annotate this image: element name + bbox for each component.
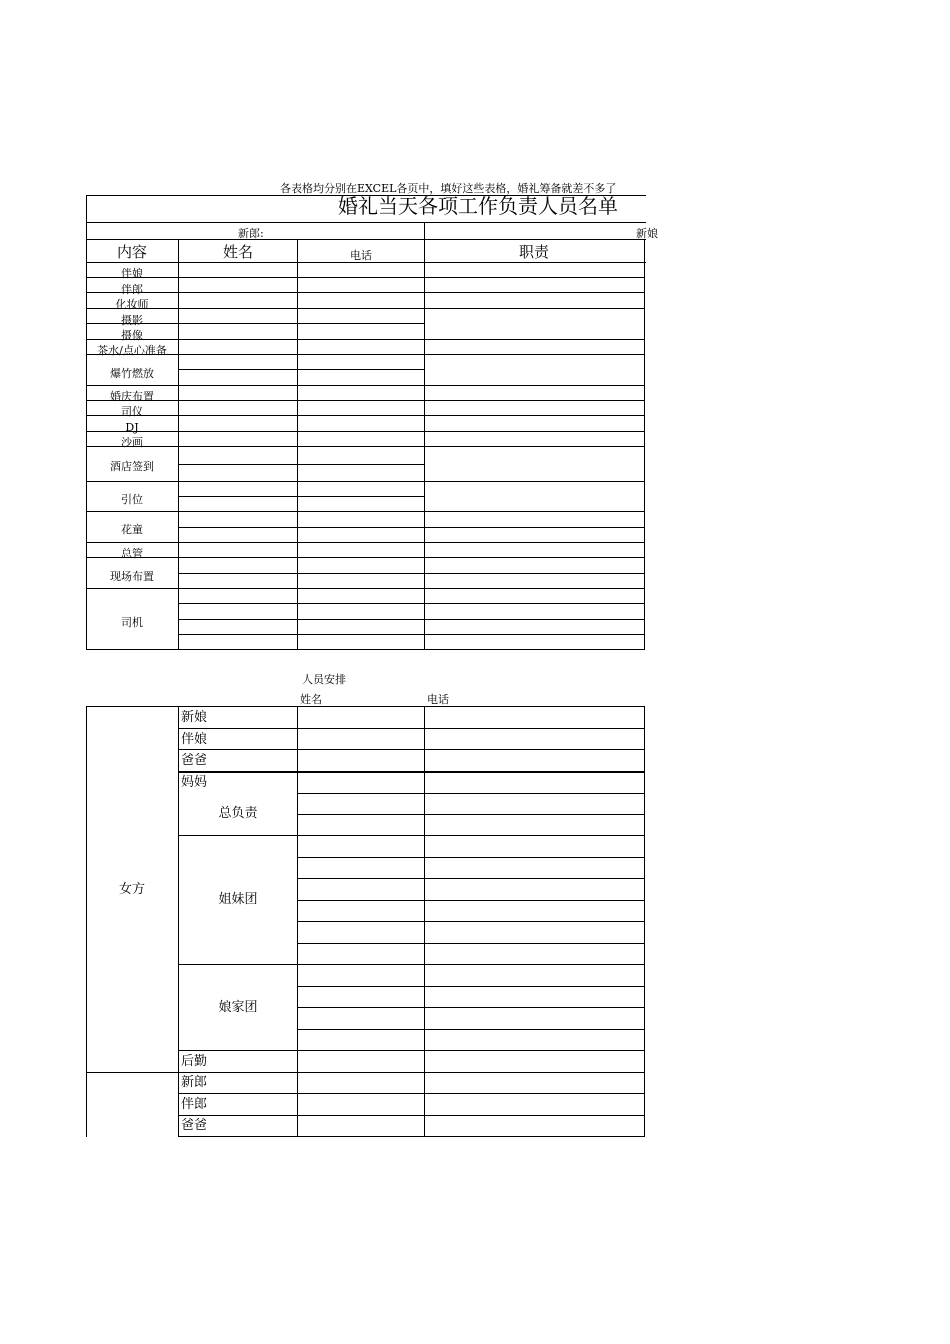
row-label: 化妆师 [115,298,149,311]
staffing-title: 人员安排 [302,673,346,686]
row-label: 引位 [121,493,143,506]
row-label: 司机 [121,616,143,629]
table-title: 婚礼当天各项工作负责人员名单 [338,194,618,218]
row-label: DJ [125,421,139,434]
header-phone: 电话 [350,249,372,262]
header-content: 内容 [116,243,148,261]
row-label: 酒店签到 [110,460,154,473]
row-label: 伴郎 [121,283,143,296]
row-label: 摄影 [121,314,143,327]
row-label: 婚庆布置 [110,390,154,403]
role-label: 新娘 [181,710,208,725]
row-label: 爆竹燃放 [110,367,154,380]
female-side-label: 女方 [118,882,146,897]
row-label: 花童 [121,523,143,536]
row-label: 茶水/点心准备 [97,344,167,357]
row-label: 总管 [121,547,143,560]
row-label: 摄像 [121,329,143,342]
row-label: 司仪 [121,405,143,418]
role-label: 姐妹团 [218,892,258,907]
role-label: 娘家团 [218,1000,258,1015]
role-label: 后勤 [181,1054,208,1069]
role-label: 伴娘 [181,732,208,747]
role-label: 爸爸 [181,1118,208,1133]
header-name-2: 姓名 [300,693,322,706]
header-duty: 职责 [518,243,550,261]
role-label: 爸爸 [181,753,208,768]
role-label: 总负责 [218,806,258,821]
row-label: 伴娘 [121,267,143,280]
header-phone-2: 电话 [427,693,449,706]
role-label: 妈妈 [181,775,208,790]
row-label: 现场布置 [110,570,154,583]
bride-label: 新娘 [636,227,658,240]
role-label: 伴郎 [181,1097,208,1112]
row-label: 沙画 [121,436,143,449]
header-name: 姓名 [222,243,254,261]
role-label: 新郎 [181,1075,208,1090]
groom-label: 新郎: [238,227,264,240]
page-note: 各表格均分别在EXCEL各页中，填好这些表格，婚礼筹备就差不多了 [280,182,617,195]
